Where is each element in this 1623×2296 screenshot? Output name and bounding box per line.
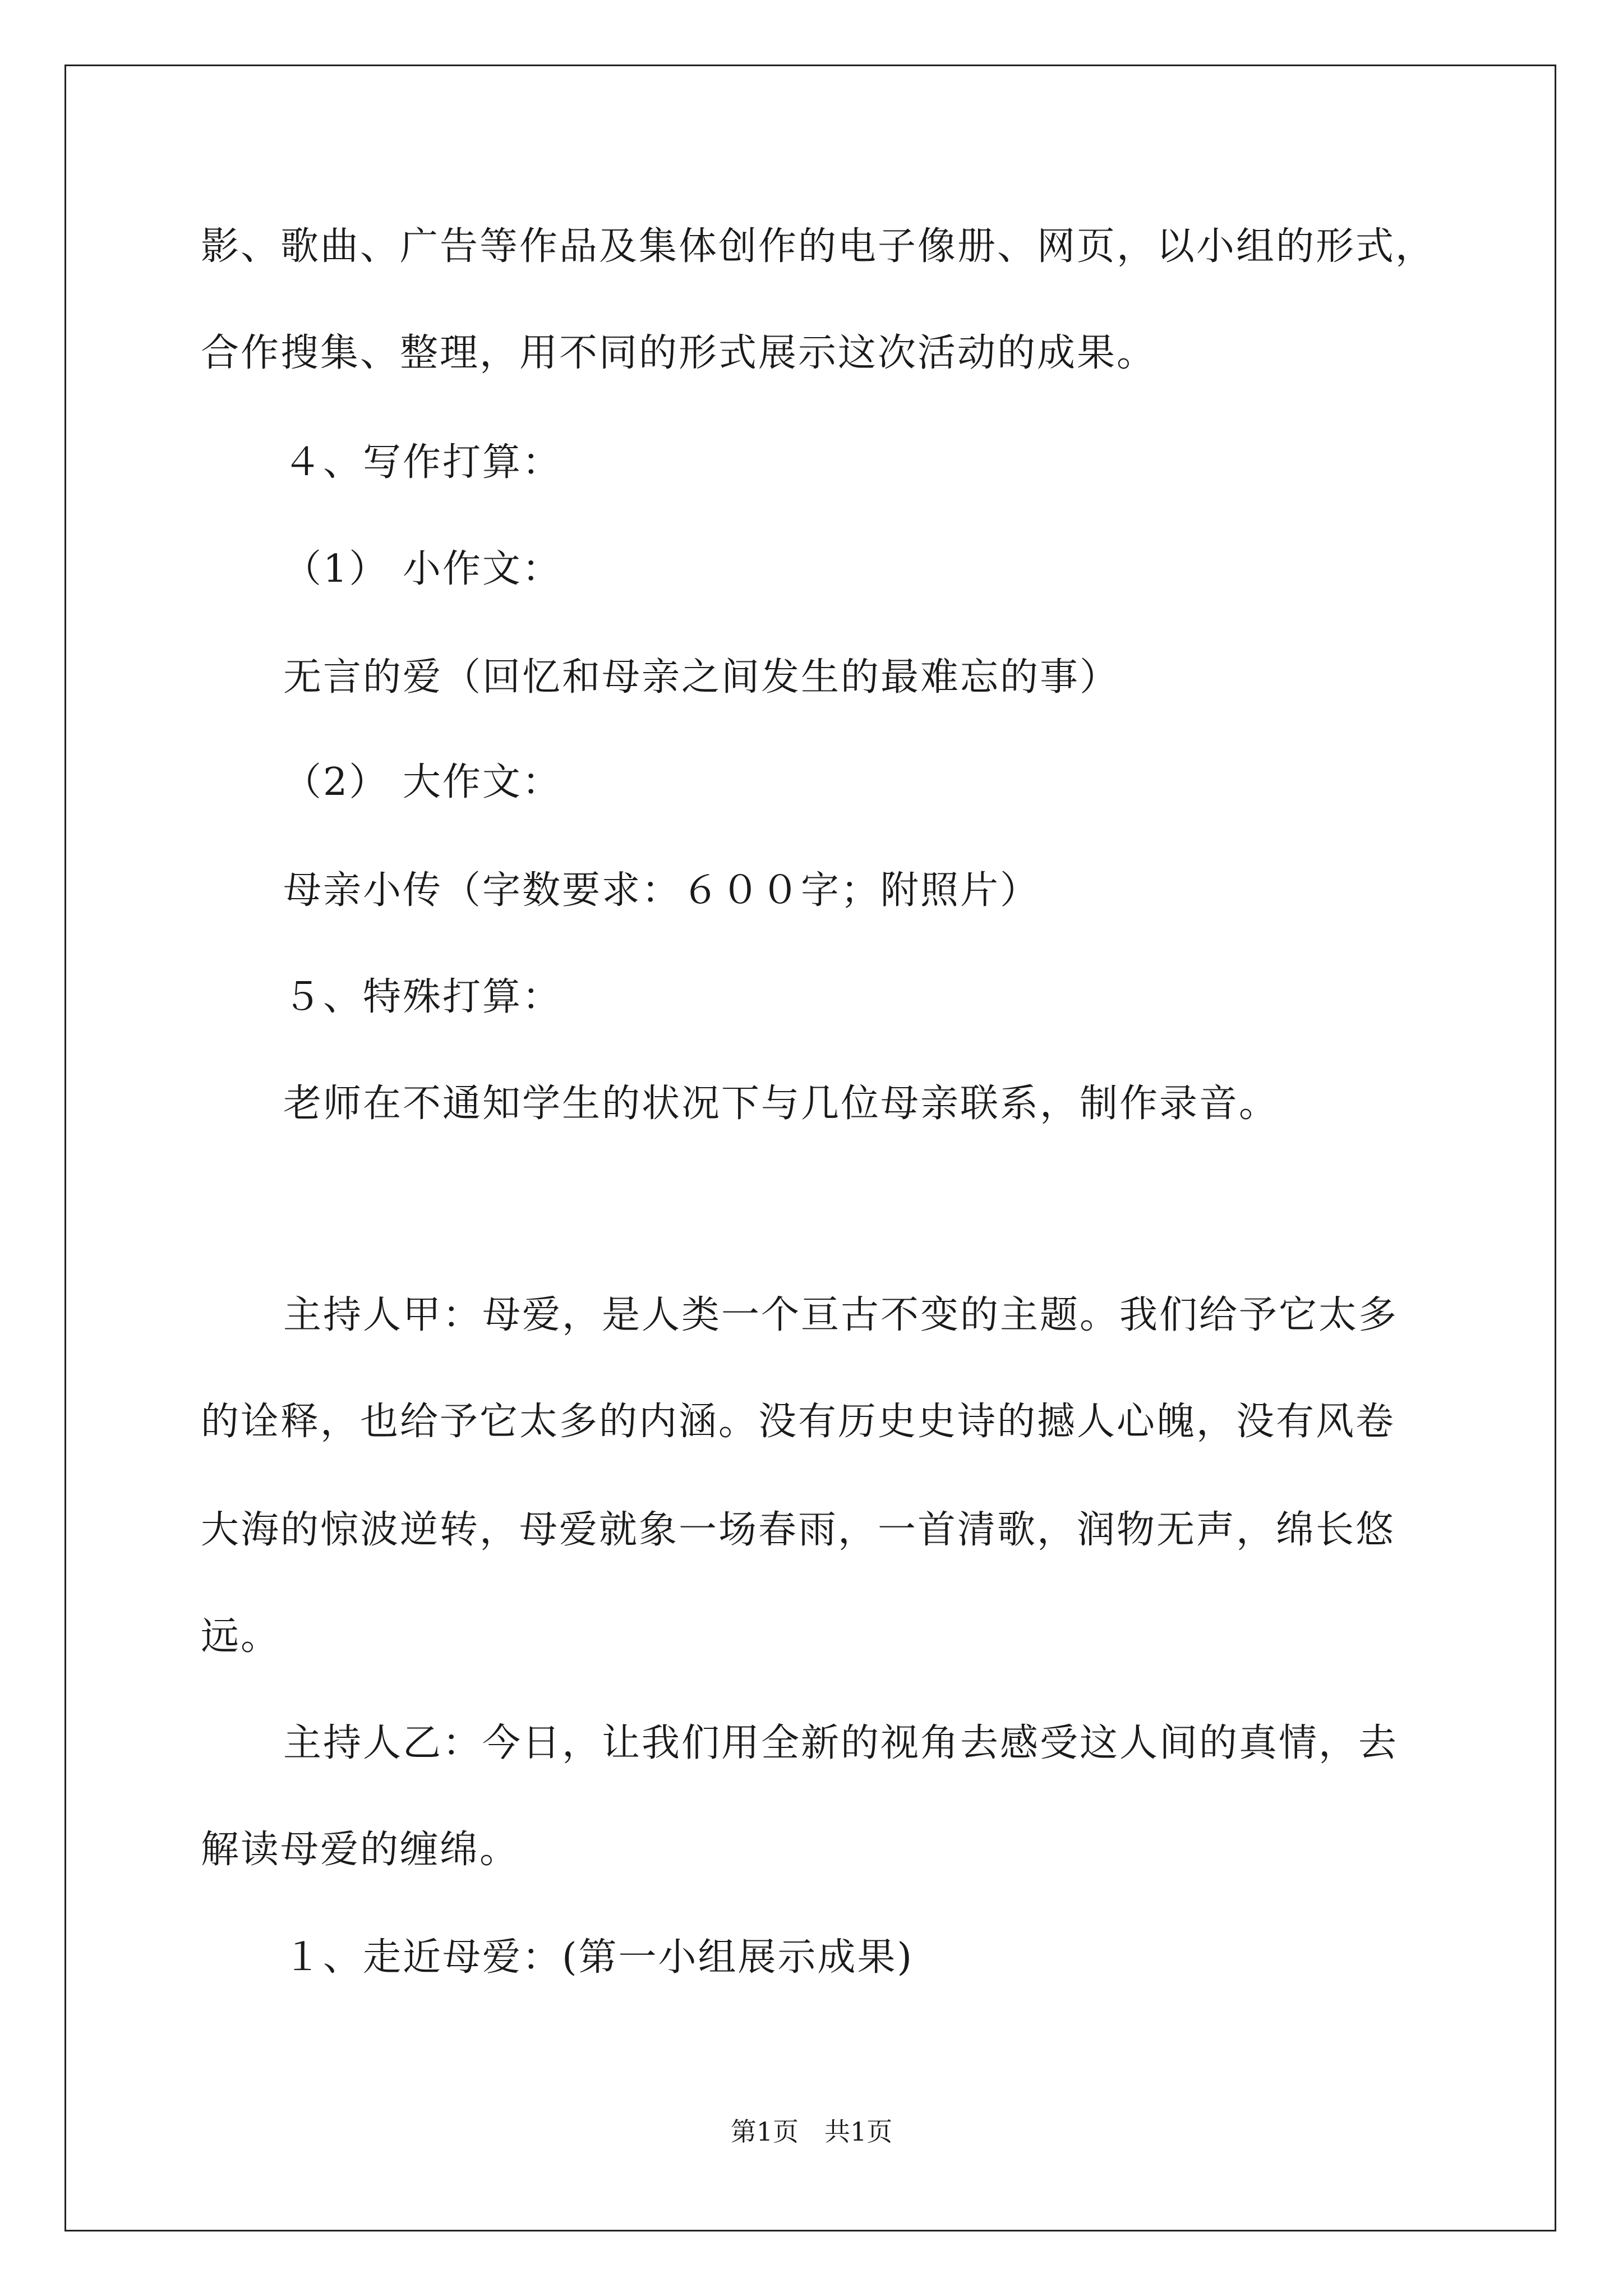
special-plan-text: 老师在不通知学生的状况下与几位母亲联系，制作录音。 xyxy=(283,1082,1279,1126)
page-footer: 第1页 共1页 xyxy=(730,2116,893,2147)
paragraph-line: 影、歌曲、广告等作品及集体创作的电子像册、网页，以小组的形式， xyxy=(201,224,1436,269)
host-b-paragraph-line: 解读母爱的缠绵。 xyxy=(201,1828,520,1872)
big-essay-label: （2） 大作文： xyxy=(283,760,562,804)
small-essay-topic: 无言的爱（回忆和母亲之间发生的最难忘的事） xyxy=(283,655,1120,700)
host-a-paragraph-line: 的诠释，也给予它太多的内涵。没有历史史诗的撼人心魄，没有风卷 xyxy=(201,1400,1396,1444)
small-essay-label: （1） 小作文： xyxy=(283,547,562,591)
special-plan-heading: ５、特殊打算： xyxy=(283,975,562,1019)
big-essay-topic: 母亲小传（字数要求：６００字；附照片） xyxy=(283,868,1040,913)
writing-plan-heading: ４、写作打算： xyxy=(283,440,562,485)
host-b-paragraph-line: 主持人乙：今日，让我们用全新的视角去感受这人间的真情，去 xyxy=(283,1721,1399,1765)
host-a-paragraph-line: 大海的惊波逆转，母爱就象一场春雨，一首清歌，润物无声，绵长悠 xyxy=(201,1508,1396,1552)
host-a-paragraph-line: 主持人甲：母爱，是人类一个亘古不变的主题。我们给予它太多 xyxy=(283,1293,1399,1337)
section-heading: １、走近母爱：(第一小组展示成果) xyxy=(283,1935,914,1980)
page-border xyxy=(64,65,1556,2231)
host-a-paragraph-line: 远。 xyxy=(201,1614,281,1659)
paragraph-line: 合作搜集、整理，用不同的形式展示这次活动的成果。 xyxy=(201,331,1157,375)
